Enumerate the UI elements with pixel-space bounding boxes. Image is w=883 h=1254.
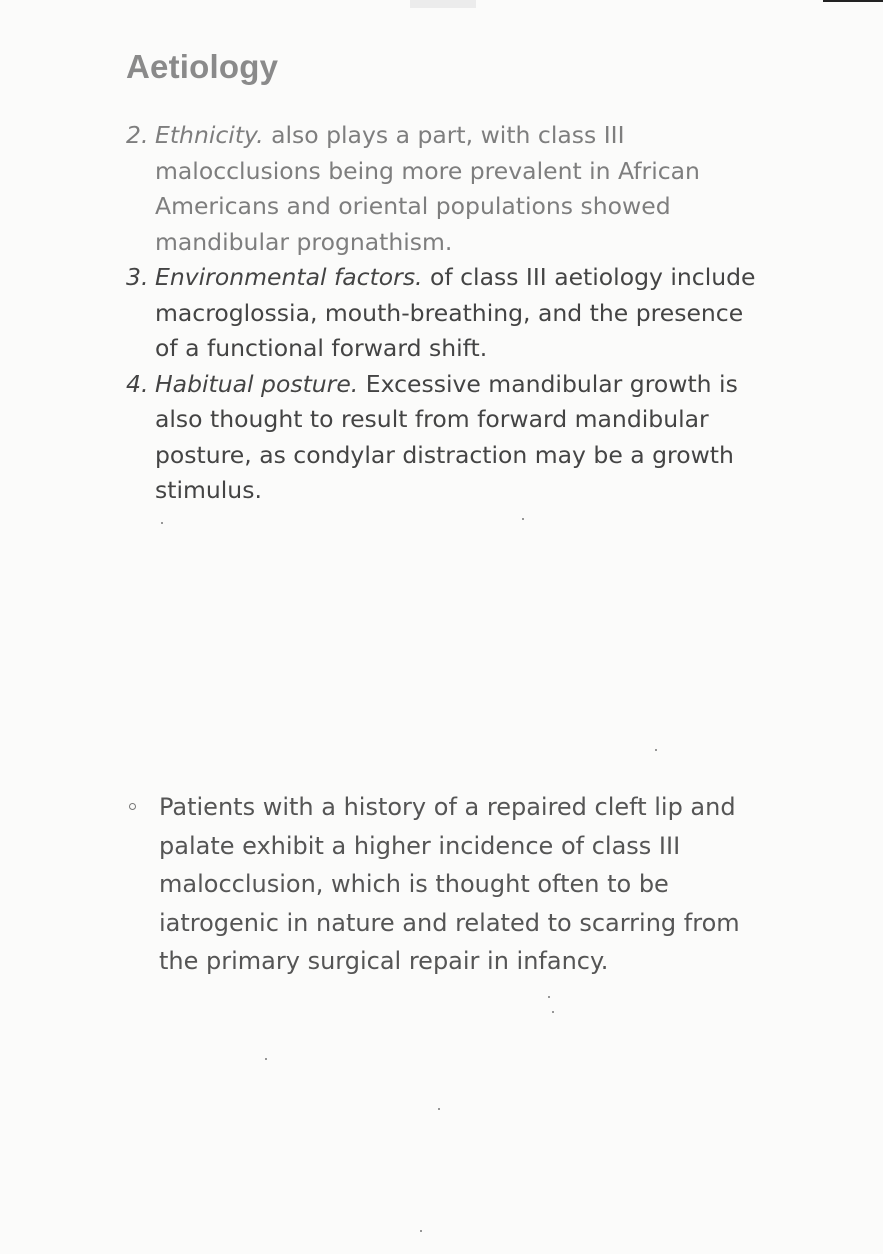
page-title: Aetiology — [126, 48, 279, 85]
scan-speck — [552, 1011, 554, 1013]
scan-edge-line — [823, 0, 883, 2]
item-number: 2. — [126, 121, 149, 149]
list-item — [126, 367, 766, 509]
item-number: 3. — [126, 263, 149, 291]
item-text: of class III aetiology include macroglossia, mouth-breathing, and the presence of a functional forward shift. — [155, 263, 756, 362]
list-item — [126, 118, 766, 260]
scan-speck — [265, 1058, 267, 1060]
item-text: also plays a part, with class III malocclusions being more prevalent in African Americans and oriental populations showed mandibular prognathism. — [155, 121, 700, 256]
bullet-circle-icon — [129, 803, 136, 810]
list-item — [126, 260, 766, 367]
bullet-item — [126, 788, 766, 981]
item-number: 4. — [126, 369, 149, 398]
item-term: Habitual posture. — [155, 369, 359, 398]
item-text: Excessive mandibular growth is also thought to result from forward mandibular posture, as condylar distraction may be a growth stimulus. — [155, 369, 738, 504]
scan-smudge — [410, 0, 476, 8]
bullet-block — [126, 788, 766, 981]
aetiology-list — [126, 118, 766, 509]
item-term: Environmental factors. — [155, 263, 423, 291]
scan-speck — [161, 522, 163, 524]
bullet-text: Patients with a history of a repaired cleft lip and palate exhibit a higher incidence of class III malocclusion, which is thought often to be iatrogenic in nature and related to scarring from the primary surgical repair in infancy. — [159, 793, 740, 975]
scan-speck — [438, 1108, 440, 1110]
item-term: Ethnicity. — [155, 121, 264, 149]
scan-speck — [522, 518, 524, 520]
scan-speck — [655, 749, 657, 751]
scan-speck — [420, 1230, 422, 1232]
scan-speck — [548, 996, 550, 998]
